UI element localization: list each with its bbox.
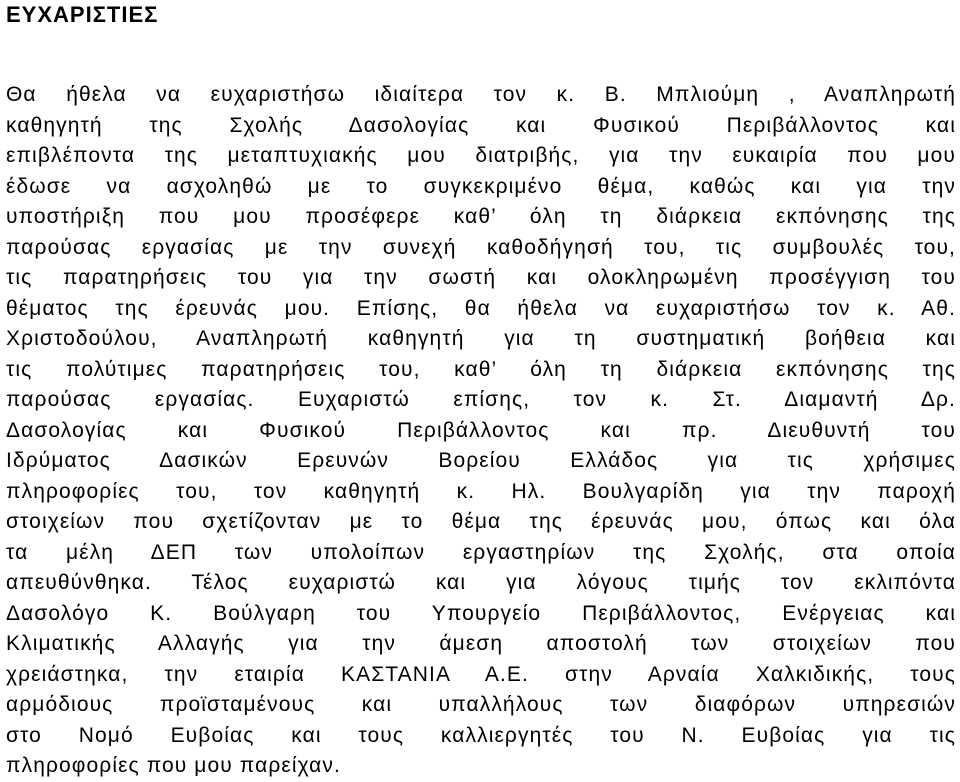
paragraph-line: Θα ήθελα να ευχαριστήσω ιδιαίτερα τον κ. Β. Μπλιούμη , Αναπληρωτή (6, 83, 956, 106)
paragraph-line: χρειάστηκα, την εταιρία ΚΑΣΤΑΝΙΑ Α.Ε. στην Αρναία Χαλκιδικής, τους (6, 662, 956, 686)
paragraph-line: Χριστοδούλου, Αναπληρωτή καθηγητή για τη συστηματική βοήθεια και (6, 327, 956, 350)
paragraph-line: παρούσας εργασίας με την συνεχή καθοδήγησή του, τις συμβουλές του, (6, 235, 956, 259)
paragraph-line: στοιχείων που σχετίζονταν με το θέμα της έρευνάς μου, όπως και όλα (6, 510, 956, 533)
paragraph-line: επιβλέποντα της μεταπτυχιακής μου διατριβής, για την ευκαιρία που μου (6, 144, 956, 167)
paragraph-line: τα μέλη ΔΕΠ των υπολοίπων εργαστηρίων της Σχολής, στα οποία (6, 540, 956, 564)
paragraph-line: στο Νομό Ευβοίας και τους καλλιεργητές του Ν. Ευβοίας για τις (6, 723, 956, 747)
paragraph-line: θέματος της έρευνάς μου. Επίσης, θα ήθελα να ευχαριστήσω τον κ. Αθ. (6, 296, 956, 320)
paragraph-line: πληροφορίες του, τον καθηγητή κ. Ηλ. Βουλγαρίδη για την παροχή (6, 479, 956, 503)
paragraph-line: παρούσας εργασίας. Ευχαριστώ επίσης, τον κ. Στ. Διαμαντή Δρ. (6, 388, 956, 411)
paragraph-line: υποστήριξη που μου προσέφερε καθ’ όλη τη διάρκεια εκπόνησης της (6, 205, 956, 228)
paragraph-line: αρμόδιους προϊσταμένους και υπαλλήλους των διαφόρων υπηρεσιών (6, 693, 956, 716)
page-title: ΕΥΧΑΡΙΣΤΙΕΣ (6, 2, 159, 27)
paragraph-line: τις πολύτιμες παρατηρήσεις του, καθ’ όλη τη διάρκεια εκπόνησης της (6, 357, 956, 381)
acknowledgements-paragraph (6, 80, 956, 782)
paragraph-line: έδωσε να ασχοληθώ με το συγκεκριμένο θέμα, καθώς και για την (6, 174, 956, 198)
paragraph-line: καθηγητή της Σχολής Δασολογίας και Φυσικού Περιβάλλοντος και (6, 113, 956, 137)
paragraph-line: πληροφορίες που μου παρείχαν. (6, 754, 341, 777)
document-page (6, 0, 958, 777)
paragraph-line: Κλιματικής Αλλαγής για την άμεση αποστολή των στοιχείων που (6, 632, 956, 655)
paragraph-line: απευθύνθηκα. Τέλος ευχαριστώ και για λόγους τιμής τον εκλιπόντα (6, 571, 956, 594)
paragraph-line: Δασολόγο Κ. Βούλγαρη του Υπουργείο Περιβάλλοντος, Ενέργειας και (6, 601, 956, 625)
paragraph-line: Ιδρύματος Δασικών Ερευνών Βορείου Ελλάδος για τις χρήσιμες (6, 449, 956, 472)
paragraph-line: Δασολογίας και Φυσικού Περιβάλλοντος και πρ. Διευθυντή του (6, 418, 956, 442)
paragraph-line: τις παρατηρήσεις του για την σωστή και ολοκληρωμένη προσέγγιση του (6, 266, 956, 289)
